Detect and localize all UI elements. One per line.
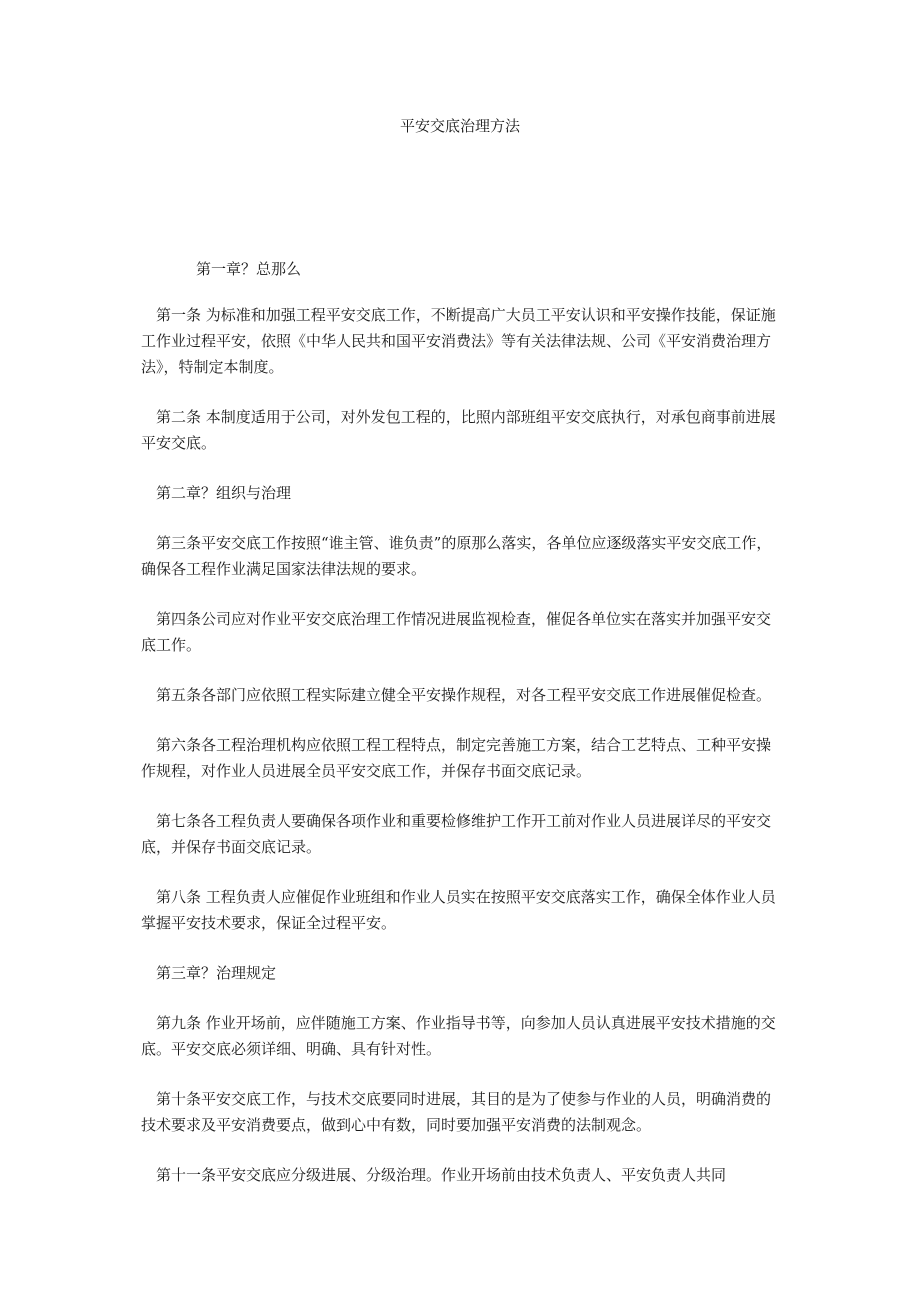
- chapter-heading-3: 第三章？治理规定: [156, 964, 277, 982]
- article-11: 第十一条平安交底应分级进展、分级治理。作业开场前由技术负责人、平安负责人共同: [156, 1166, 727, 1184]
- article-6: 第六条各工程治理机构应依照工程工程特点，制定完善施工方案，结合工艺特点、工种平安操作规程，对作业人员进展全员平安交底工作，并保存书面交底记录。: [141, 736, 772, 780]
- chapter-heading-2: 第二章？组织与治理: [156, 484, 292, 502]
- article-4: 第四条公司应对作业平安交底治理工作情况进展监视检查，催促各单位实在落实并加强平安交底工作。: [141, 610, 772, 654]
- article-1: 第一条 为标准和加强工程平安交底工作，不断提高广大员工平安认识和平安操作技能，保证施工作业过程平安，依照《中华人民共和国平安消费法》等有关法律法规、公司《平安消费治理方法》，特制定本制度。: [141, 306, 776, 376]
- article-3: 第三条平安交底工作按照“谁主管、谁负责”的原那么落实，各单位应逐级落实平安交底工作，确保各工程作业满足国家法律法规的要求。: [141, 534, 772, 578]
- chapter-heading-1: 第一章？总那么: [196, 260, 302, 278]
- article-2: 第二条 本制度适用于公司，对外发包工程的，比照内部班组平安交底执行，对承包商事前进展平安交底。: [141, 408, 776, 452]
- article-9: 第九条 作业开场前，应伴随施工方案、作业指导书等，向参加人员认真进展平安技术措施的交底。平安交底必须详细、明确、具有针对性。: [141, 1014, 776, 1058]
- article-10: 第十条平安交底工作，与技术交底要同时进展，其目的是为了使参与作业的人员，明确消费的技术要求及平安消费要点，做到心中有数，同时要加强平安消费的法制观念。: [141, 1090, 772, 1134]
- article-7: 第七条各工程负责人要确保各项作业和重要检修维护工作开工前对作业人员进展详尽的平安交底，并保存书面交底记录。: [141, 812, 772, 856]
- article-8: 第八条 工程负责人应催促作业班组和作业人员实在按照平安交底落实工作，确保全体作业人员掌握平安技术要求，保证全过程平安。: [141, 888, 776, 932]
- article-5: 第五条各部门应依照工程实际建立健全平安操作规程，对各工程平安交底工作进展催促检查。: [156, 686, 772, 704]
- document-body: [141, 302, 781, 1212]
- document-title: 平安交底治理方法: [399, 117, 520, 135]
